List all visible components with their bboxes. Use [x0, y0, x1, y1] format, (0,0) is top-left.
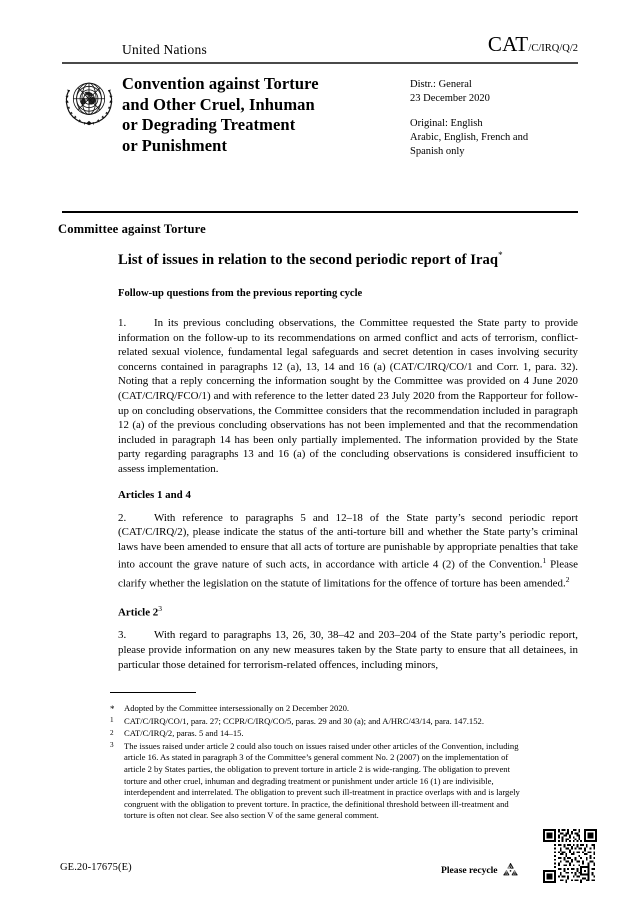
footnote-star-text: Adopted by the Committee intersessionally on 2 December 2020. [124, 703, 350, 713]
emblem-cell [62, 72, 122, 180]
document-body [118, 316, 578, 683]
footnote-3-marker: 3 [110, 741, 114, 750]
paragraph-2-number: 2. [118, 511, 127, 524]
recycle-icon [501, 861, 520, 880]
document-symbol [488, 34, 578, 59]
paragraph-2-text-part-1: With reference to paragraphs 5 and 12–18 of the State party’s second periodic report (CAT/C/IRQ/2), please indicate the status of the anti-torture bill and whether the State party’s criminal laws have been amended to ensure that all acts of torture are punishable by appropriate penalties that take into account the grave nature of such acts, in accordance with article 4 (2) of the Convention. [118, 511, 578, 571]
language-group [410, 117, 578, 159]
heading-article-2-text: Article 2 [118, 606, 159, 619]
heading-articles-1-and-4: Articles 1 and 4 [118, 488, 191, 501]
paragraph-2-text-part-2: Please clarify whether the legislation on the statute of limitations for the offence of torture has been amended. [118, 558, 578, 590]
job-number: GE.20-17675(E) [60, 862, 132, 873]
page-title [118, 250, 578, 269]
document-symbol-suffix: /C/IRQ/Q/2 [528, 43, 578, 54]
section-divider-rule [62, 211, 578, 213]
organization-name: United Nations [122, 42, 207, 57]
recycle-label: Please recycle [441, 865, 498, 876]
languages-line-2: Spanish only [410, 146, 465, 157]
footnote-star [110, 703, 526, 715]
masthead-body [62, 64, 578, 180]
paragraph-2 [118, 511, 578, 591]
un-emblem-icon [62, 76, 116, 128]
page-title-footnote-marker: * [498, 250, 503, 260]
paragraph-3 [118, 628, 578, 672]
recycle-notice [441, 861, 520, 880]
distribution-date: 23 December 2020 [410, 93, 490, 104]
paragraph-1-number: 1. [118, 317, 127, 329]
convention-title-line-3: or Degrading Treatment [122, 115, 296, 134]
committee-name: Committee against Torture [58, 222, 206, 236]
paragraph-1 [118, 316, 578, 477]
masthead [62, 34, 578, 180]
convention-title-line-2: and Other Cruel, Inhuman [122, 94, 315, 114]
convention-title-text [122, 74, 400, 156]
paragraph-2-footnote-ref-2: 2 [565, 574, 570, 584]
footnote-1-marker: 1 [110, 716, 114, 725]
footnote-3-text: The issues raised under article 2 could also touch on issues raised under other articles of the Convention, including article 16. As stated in paragraph 3 of the Committee’s general comment No. 2 (2007) on the implementation of article 2 by States parties, the obligation to prevent torture in article 2 is wide-ranging. The obligation to prevent torture and other cruel, inhuman and degrading treatment or punishment under article 16 (1) are indivisible, interdependent and interrelated. The obligation to prevent such ill-treatment in practice overlaps with and is largely congruent with the obligation to prevent torture. In practice, the definitional threshold between ill-treatment and torture is often not clear. See also section V of the same general comment. [124, 740, 520, 821]
distribution-type: Distr.: General [410, 79, 472, 90]
distribution-block [410, 72, 578, 180]
paragraph-3-text: With regard to paragraphs 13, 26, 30, 38–42 and 203–204 of the State party’s periodic report, please provide information on any new measures taken by the State party to ensure that all detainees, in particular those detained for terrorism-related offences, including minors, [118, 629, 578, 671]
convention-title [122, 72, 410, 180]
document-symbol-main: CAT [487, 32, 529, 56]
footnote-2-text: CAT/C/IRQ/2, paras. 5 and 14–15. [124, 728, 244, 739]
convention-title-line-1: Convention against Torture [122, 74, 319, 93]
languages-line-1: Arabic, English, French and [410, 132, 529, 143]
footnote-2-marker: 2 [110, 728, 114, 737]
page-title-text: List of issues in relation to the second periodic report of Iraq [118, 251, 499, 268]
followup-heading: Follow-up questions from the previous reporting cycle [118, 288, 363, 299]
paragraph-2-footnote-ref-1: 1 [542, 556, 547, 566]
distribution-group [410, 78, 578, 106]
paragraph-3-number: 3. [118, 629, 127, 642]
heading-article-2 [118, 602, 578, 620]
paragraph-1-text: In its previous concluding observations, the Committee requested the State party to provide information on the follow-up to its recommendations on armed conflict and acts of terrorism, conflict-related sexual violence, fundamental legal safeguards and secret detention in cases involving security concerns contained in paragraphs 12 (a), 13, 14 and 16 (a) (CAT/C/IRQ/CO/1 and Corr. 1, para. 32). Noting that a reply concerning the information sought by the Committee was provided on 4 June 2020 (CAT/C/IRQ/FCO/1) and with reference to the letter dated 23 July 2020 from the Rapporteur for follow-up on concluding observations, the Committee considers that the recommendation included in paragraph 12 (a) of the previous concluding observations has not been implemented and that the recommendation included in paragraph 14 has been only partially implemented. The information provided by the State party regarding paragraphs 13 and 16 (a) of the concluding observations is considered insufficient to assess implementation. [118, 317, 578, 475]
masthead-top-row [62, 34, 578, 62]
footnote-star-marker: * [110, 704, 115, 714]
footnote-3 [110, 741, 526, 822]
footnote-1-text: CAT/C/IRQ/CO/1, para. 27; CCPR/C/IRQ/CO/5, paras. 29 and 30 (a); and A/HRC/43/14, para. 147.152. [124, 715, 484, 726]
footnote-2 [110, 728, 526, 740]
original-language: Original: English [410, 118, 483, 129]
footnote-separator [110, 692, 196, 693]
footnote-1 [110, 716, 526, 728]
qr-code [543, 829, 597, 883]
convention-title-line-4: or Punishment [122, 135, 228, 155]
heading-article-2-footnote-ref: 3 [158, 603, 162, 613]
footnotes-block [110, 703, 526, 823]
